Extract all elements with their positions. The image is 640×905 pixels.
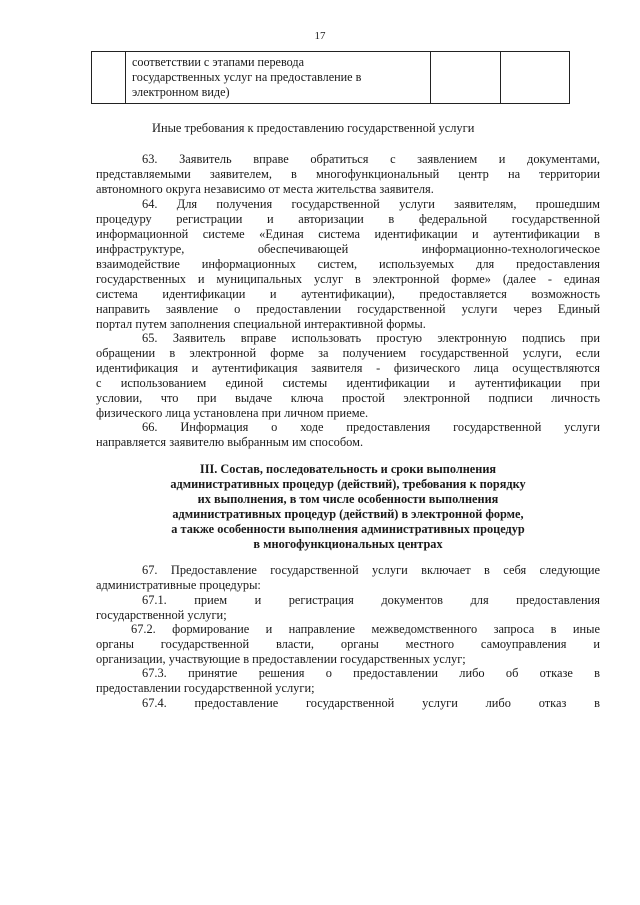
paragraph-line: административные процедуры: [96, 578, 261, 592]
paragraph-line: с использованием единой системы идентификации и аутентификации при [96, 376, 600, 390]
paragraph-line: органы государственной власти, органы местного самоуправления и [96, 637, 600, 651]
paragraph-line: направить заявление о предоставлении государственной услуги через Единый [96, 302, 600, 316]
section-heading-line: III. Состав, последовательность и сроки выполнения [199, 462, 497, 476]
section-heading-line: административных процедур (действий), требования к порядку [170, 477, 526, 491]
paragraph-line: информационной системе «Единая система идентификации и аутентификации в [96, 227, 600, 241]
paragraph-line: система идентификации и аутентификации), предоставляется возможность [96, 287, 600, 301]
page-number: 17 [314, 30, 326, 42]
paragraph-line: условии, что при выдаче ключа простой электронной подписи личность [96, 391, 600, 405]
section-heading-line: их выполнения, в том числе особенности выполнения [197, 492, 499, 506]
paragraph-line: взаимодействие информационных систем, используемых для предоставления [96, 257, 600, 271]
section-heading-line: в многофункциональных центрах [253, 537, 443, 551]
paragraph-line: 64. Для получения государственной услуги заявителям, прошедшим [142, 197, 600, 211]
table-cell-empty [501, 52, 570, 104]
table-cell-line: государственных услуг на предоставление в [132, 70, 362, 84]
paragraph-line: государственной услуги; [96, 608, 227, 622]
paragraph-line: предоставлении государственной услуги; [96, 681, 315, 695]
paragraph-line: 67. Предоставление государственной услуги включает в себя следующие [142, 563, 600, 577]
paragraph-line: 66. Информация о ходе предоставления государственной услуги [142, 420, 600, 434]
paragraph-line: государственных и муниципальных услуг в электронной форме» (далее - единая [96, 272, 600, 286]
paragraph-line: 67.4. предоставление государственной услуги либо отказ в [142, 696, 600, 710]
table-cell-line: электронном виде) [132, 85, 230, 99]
section-heading-line: а также особенности выполнения административных процедур [171, 522, 525, 536]
paragraph-line: направляется заявителю выбранным им способом. [96, 435, 364, 449]
paragraph-line: 67.2. формирование и направление межведомственного запроса в иные [131, 622, 600, 636]
paragraph-line: 67.3. принятие решения о предоставлении либо об отказе в [142, 666, 600, 680]
table-cell-line: соответствии с этапами перевода [132, 55, 304, 69]
paragraph-line: 67.1. прием и регистрация документов для предоставления [142, 593, 600, 607]
table-cell-empty [431, 52, 501, 104]
section-heading-line: административных процедур (действий) в электронной форме, [172, 507, 524, 521]
paragraph-line: идентификация и аутентификация заявителя - физического лица осуществляются [96, 361, 600, 375]
paragraph-line: процедуру регистрации и авторизации в федеральной государственной [96, 212, 600, 226]
paragraph-line: представляемыми заявителем, в многофункциональный центр на территории [96, 167, 600, 181]
paragraph-line: 65. Заявитель вправе использовать простую электронную подпись при [142, 331, 600, 345]
paragraph-line: физического лица установлена при личном приеме. [96, 406, 369, 420]
table-row [92, 52, 570, 104]
paragraph-line: портал путем заполнения специальной интерактивной формы. [96, 317, 426, 331]
table-cell-number [92, 52, 126, 104]
table-cell-text [126, 52, 431, 104]
paragraph-line: 63. Заявитель вправе обратиться с заявлением и документами, [142, 152, 600, 166]
paragraph-line: автономного округа независимо от места жительства заявителя. [96, 182, 434, 196]
subsection-heading: Иные требования к предоставлению государственной услуги [152, 121, 475, 135]
requirements-table [91, 51, 570, 104]
paragraph-line: обращении в электронной форме за получением государственной услуги, если [96, 346, 600, 360]
paragraph-line: организации, участвующие в предоставлении государственных услуг; [96, 652, 466, 666]
paragraph-line: инфраструктуре, обеспечивающей информационно-технологическое [96, 242, 600, 256]
